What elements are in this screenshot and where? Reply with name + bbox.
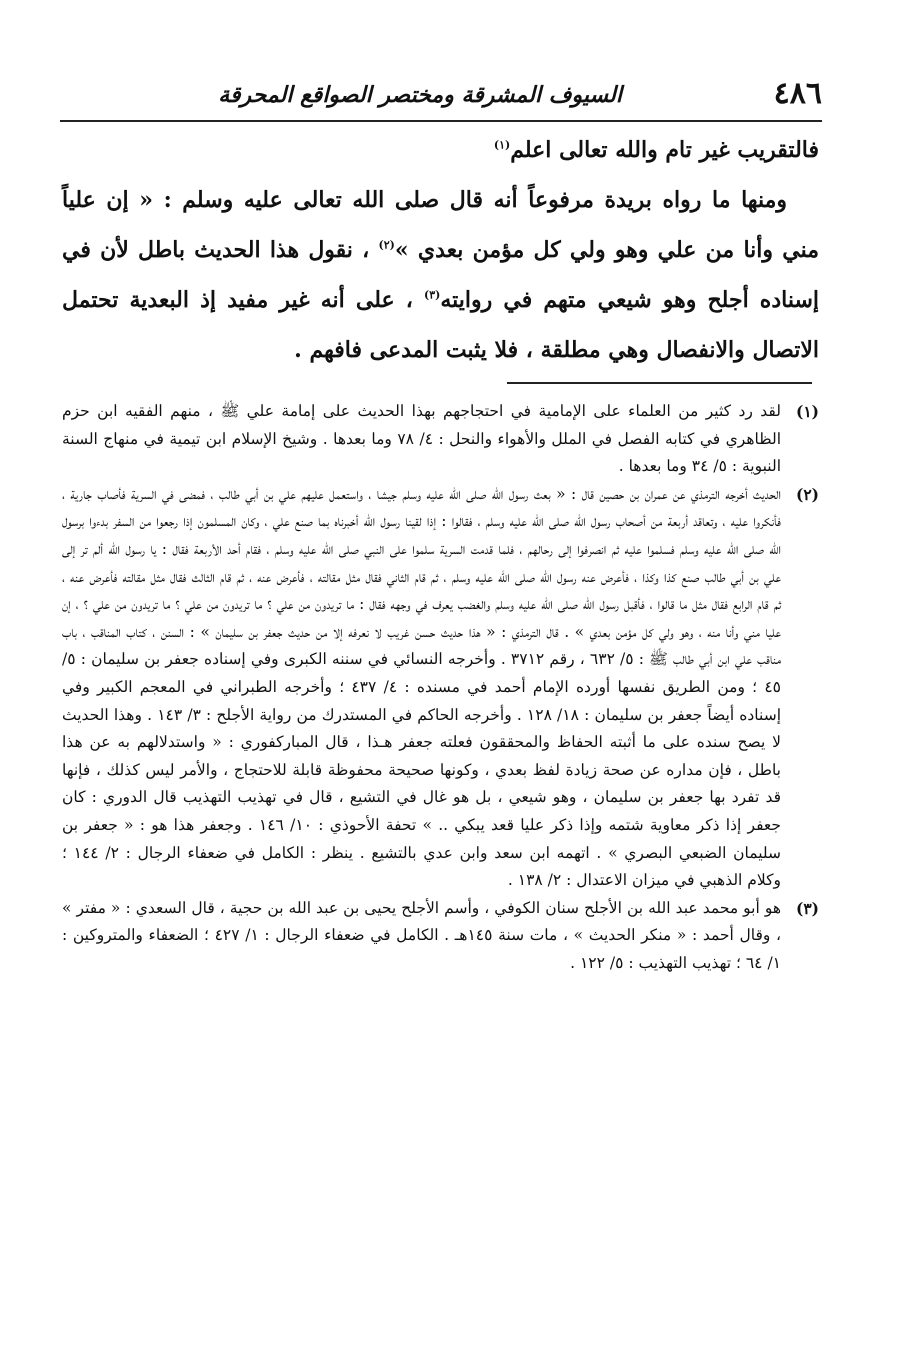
footnote-2 (62, 481, 819, 895)
body-paragraph-2 (62, 175, 819, 375)
footnote-3 (62, 895, 819, 978)
footnote-text: لقد رد كثير من العلماء على الإمامية في احتجاجهم بهذا الحديث على إمامة علي ﷺ ، منهم الفقيه ابن حزم الظاهري في كتابه الفصل في الملل والأهواء والنحل : ٤/ ٧٨ وما بعدها . وشيخ الإسلام ابن تيمية في منهاج السنة النبوية : ٥/ ٣٤ وما بعدها . (62, 402, 782, 476)
footnote-divider (507, 382, 812, 384)
footnote-text: هو أبو محمد عبد الله بن الأجلح سنان الكوفي ، وأسم الأجلح يحيى بن عبد الله بن حجية ، قال السعدي : « مفتر » ، وقال أحمد : « منكر الحديث » ، مات سنة ١٤٥هـ . الكامل في ضعفاء الرجال : ١/ ٤٢٧ ؛ الضعفاء والمتروكين : ١/ ٦٤ ؛ تهذيب التهذيب : ٥/ ١٢٢ . (62, 898, 781, 972)
body-line-1: فالتقريب غير تام والله تعالى اعلم (510, 137, 819, 163)
footnote-number: (٢) (795, 484, 819, 504)
page-number: ٤٨٦ (773, 76, 822, 111)
footnote-ref-2: (٢) (378, 238, 395, 252)
body-text-2b: ، نقول هذا الحديث باطل لأن في إسناده أجلح وهو شيعي متهم في روايته (62, 237, 819, 313)
footnote-number: (٣) (795, 898, 819, 918)
footnotes (62, 398, 819, 977)
main-text (62, 125, 819, 375)
body-text-2c: ، على أنه غير مفيد إذ البعدية تحتمل الاتصال والانفصال وهي مطلقة ، فلا يثبت المدعى فافهم . (62, 287, 819, 363)
footnote-number: (١) (795, 402, 819, 421)
running-title: السيوف المشرقة ومختصر الصواقع المحرقة (218, 82, 622, 108)
footnote-ref-3: (٣) (423, 288, 441, 302)
footnote-text: الحديث أخرجه الترمذي عن عمران بن حصين قال : « بعث رسول الله صلى الله عليه وسلم جيشا ، واستعمل عليهم علي بن أبي طالب ، فمضى في السرية فأصاب جارية ، فأنكروا عليه ، وتعاقد أربعة من أصحاب رسول الله صلى الله عليه وسلم ، فقالوا : إذا لقينا رسول الله أخبرناه بما صنع علي ، وكان المسلمون إذا رجعوا من السفر بدءوا برسول الله صلى الله عليه وسلم فسلموا عليه ثم انصرفوا إلى رحالهم ، فلما قدمت السرية سلموا على النبي صلى الله عليه وسلم ، فقام أحد الأربعة فقال : يا رسول الله ألم تر إلى علي بن أبي طالب صنع كذا وكذا ، فأعرض عنه رسول الله صلى الله عليه وسلم ، ثم قام الثاني فقال مثل مقالته ، فأعرض عنه ، ثم قام الثالث فقال مثل مقالته فأعرض عنه ، ثم قام الرابع فقال مثل ما قالوا ، فأقبل رسول الله صلى الله عليه وسلم والغضب يعرف في وجهه فقال : ما تريدون من علي ؟ ما تريدون من علي ؟ ما تريدون من علي ؟ ، إن عليا مني وأنا منه ، وهو ولي كل مؤمن بعدي » . قال الترمذي : « هذا حديث حسن غريب لا نعرفه إلا من حديث جعفر بن سليمان » : السنن ، كتاب المناقب ، باب مناقب علي ابن أبي طالب ﷺ : ٥/ ٦٣٢ ، رقم ٣٧١٢ . وأخرجه النسائي في سننه الكبرى وفي إسناده جعفر بن سليمان : ٥/ ٤٥ ؛ ومن الطريق نفسها أورده الإمام أحمد في مسنده : ٤/ ٤٣٧ ؛ وأخرجه الطبراني في المعجم الكبير وفي إسناده أيضاً جعفر بن سليمان : ١٨/ ١٢٨ . وأخرجه الحاكم في المستدرك من رواية الأجلح : ٣/ ١٤٣ . وهذا الحديث لا يصح سنده على ما أثبته الحفاظ والمحققون فعلته جعفر هـذا ، قال المباركفوري : « واستدلالهم به عن هذا باطل ، فإن مداره عن صحة زيادة لفظ بعدي ، وكونها صحيحة محفوظة قابلة للاحتجاج ، والأمر ليس كذلك ، فإنها قد تفرد بها جعفر بن سليمان ، وهو شيعي ، بل هو غال في التشيع ، قال في تهذيب التهذيب قال الدوري : كان جعفر إذا ذكر معاوية شتمه وإذا ذكر عليا قعد يبكي .. » تحفة الأحوذي : ١٠/ ١٤٦ . وجعفر هذا هو : « جعفر بن سليمان الضبعي البصري » . اتهمه ابن سعد وابن عدي بالتشيع . ينظر : الكامل في ضعفاء الرجال : ٢/ ١٤٤ ؛ وكلام الذهبي في ميزان الاعتدال : ٢/ ١٣٨ . (62, 484, 781, 890)
body-text-2a: ومنها ما رواه بريدة مرفوعاً أنه قال صلى الله تعالى عليه وسلم : « إن علياً مني وأنا من علي وهو ولي كل مؤمن بعدي » (62, 187, 820, 263)
footnote-1 (62, 398, 819, 481)
body-paragraph-1 (62, 125, 819, 175)
page-header (60, 70, 822, 122)
footnote-ref-1: (١) (493, 138, 511, 152)
